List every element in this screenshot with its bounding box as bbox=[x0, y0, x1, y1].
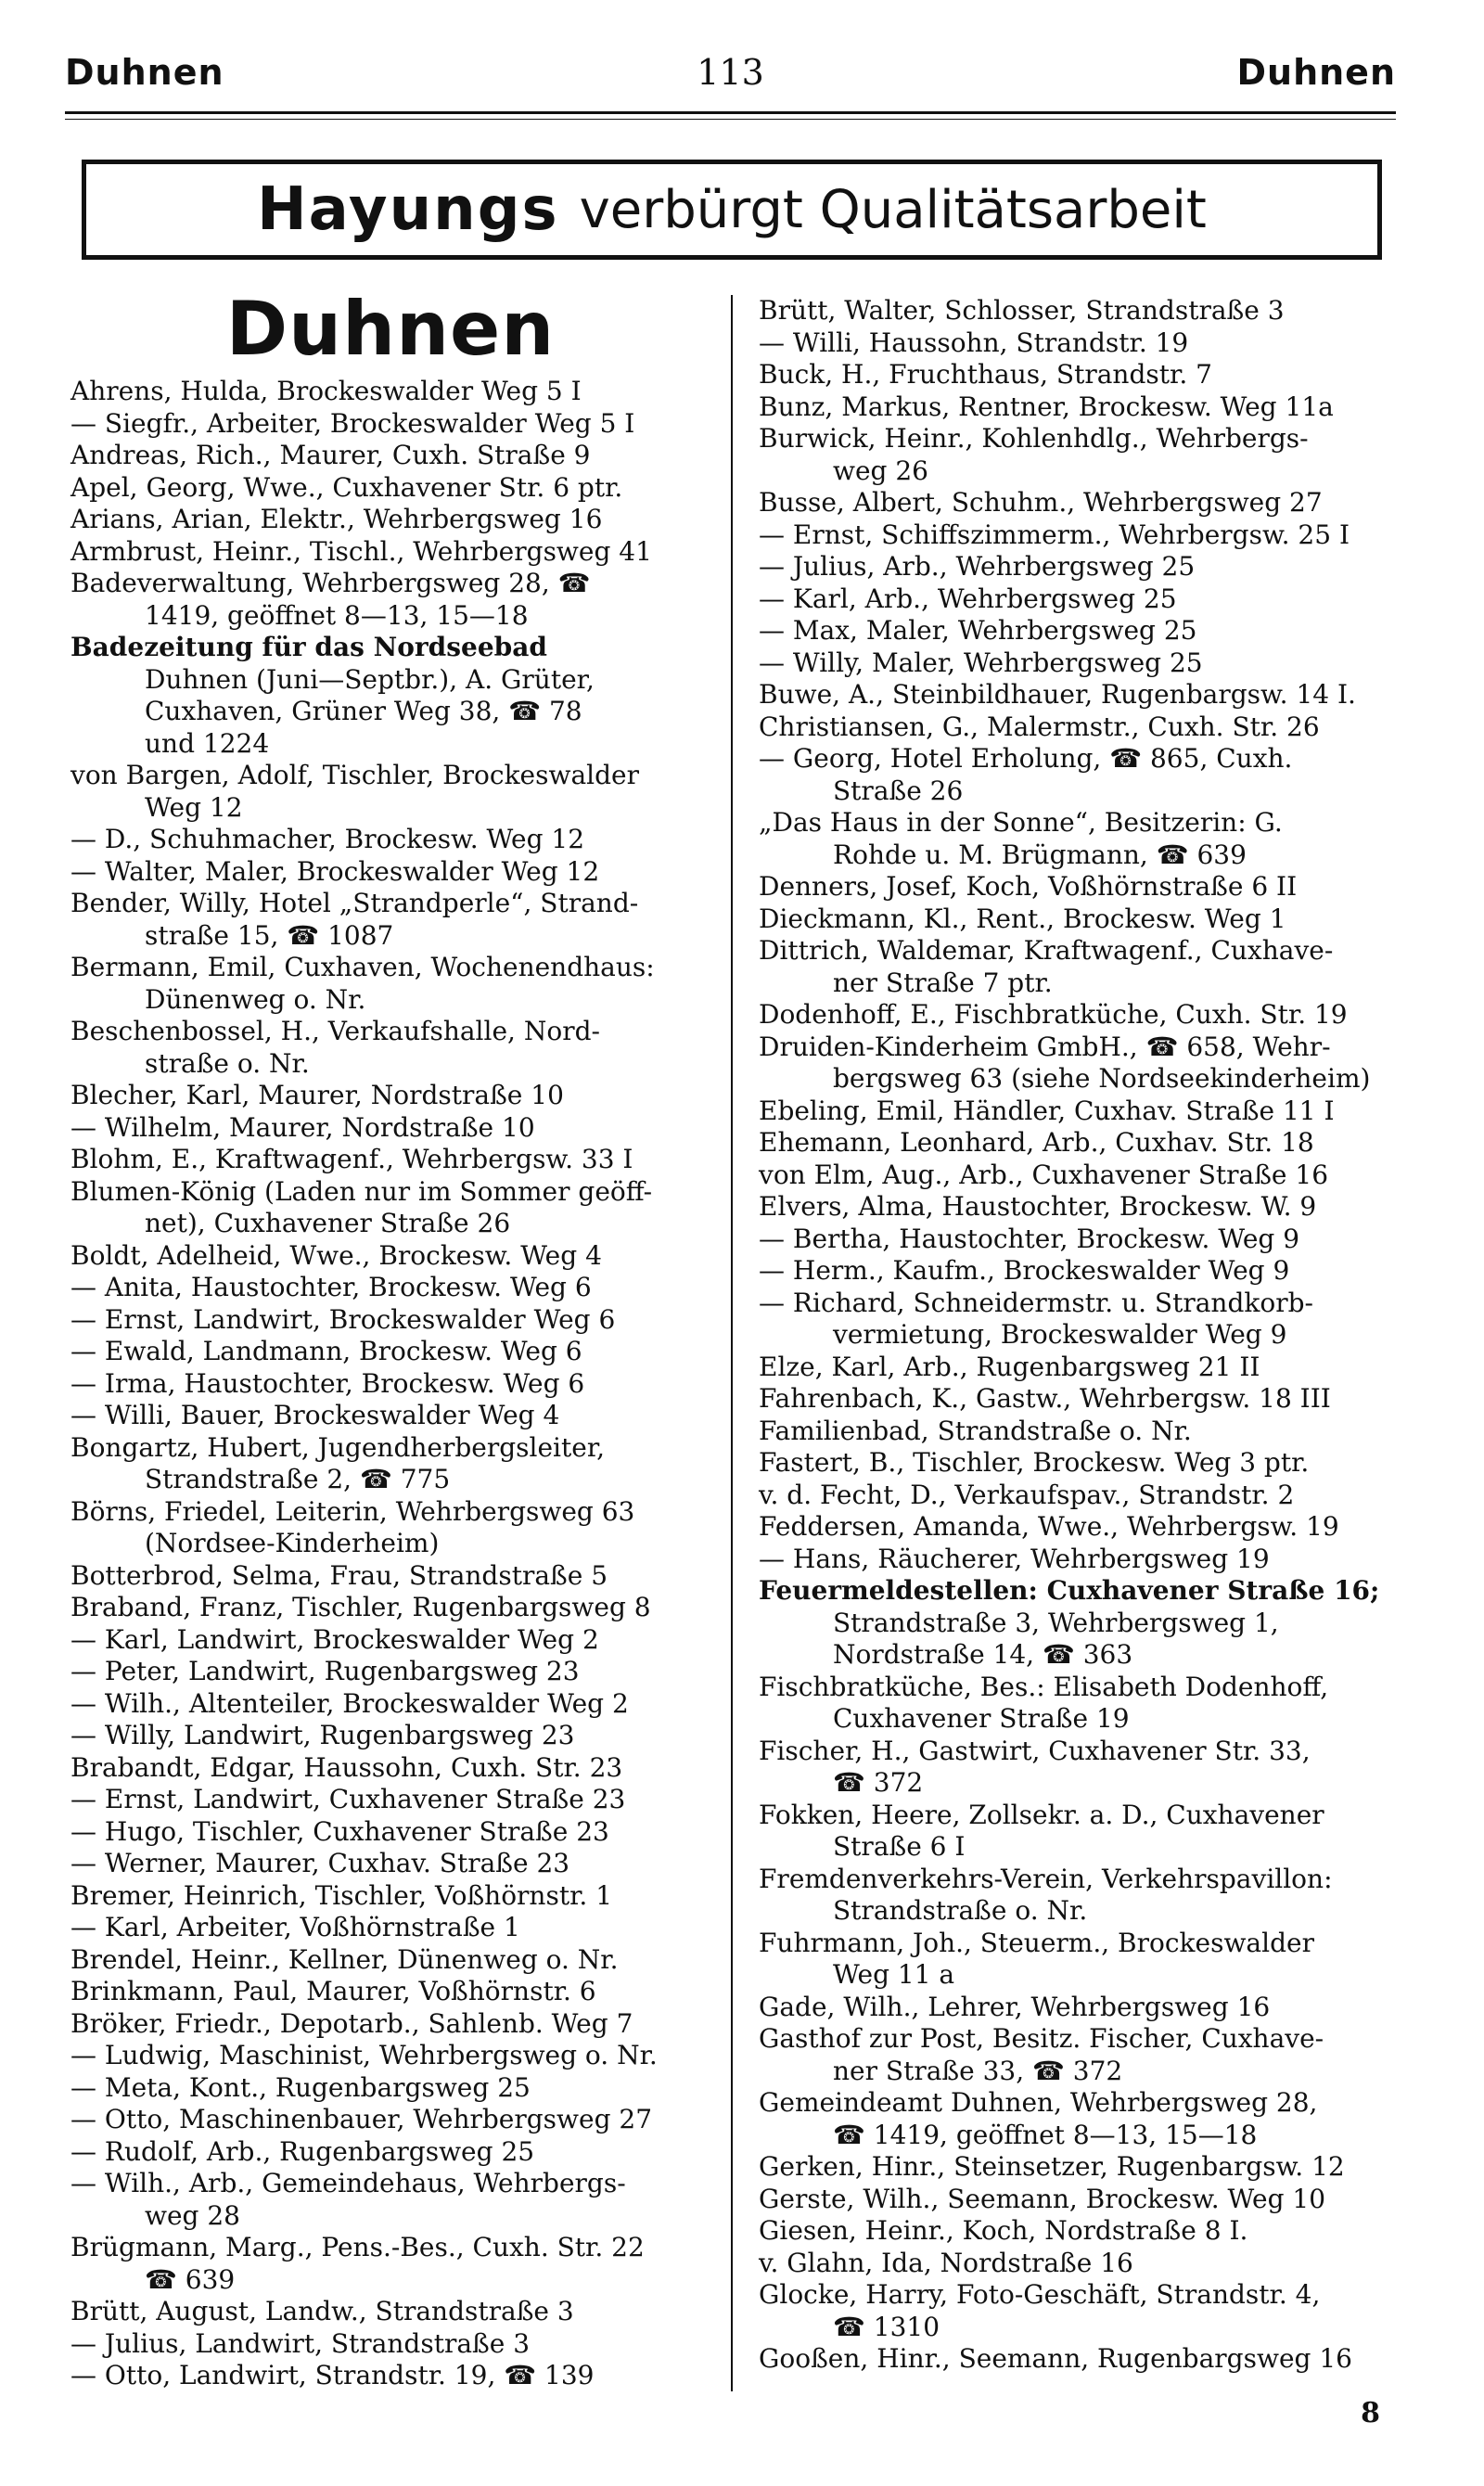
entry-line: Ehemann, Leonhard, Arb., Cuxhav. Str. 18 bbox=[759, 1127, 1314, 1158]
directory-entry bbox=[70, 1656, 710, 1688]
entry-line: Gade, Wilh., Lehrer, Wehrbergsweg 16 bbox=[759, 1991, 1271, 2022]
entry-line: Fahrenbach, K., Gastw., Wehrbergsw. 18 III bbox=[759, 1383, 1331, 1414]
entry-line: — Peter, Landwirt, Rugenbargsweg 23 bbox=[70, 1656, 580, 1686]
directory-entry bbox=[759, 2087, 1412, 2151]
entry-line: Brütt, Walter, Schlosser, Strandstraße 3 bbox=[759, 295, 1285, 326]
entry-line: — Willy, Maler, Wehrbergsweg 25 bbox=[759, 647, 1203, 678]
directory-entry bbox=[759, 2215, 1412, 2248]
signature-mark: 8 bbox=[1361, 2397, 1380, 2429]
entry-line: Beschenbossel, H., Verkaufshalle, Nord- bbox=[70, 1016, 600, 1046]
directory-entry bbox=[759, 2279, 1412, 2343]
directory-entry bbox=[70, 1496, 710, 1560]
entry-line: „Das Haus in der Sonne“, Besitzerin: G. bbox=[759, 807, 1283, 838]
entry-line: (Nordsee-Kinderheim) bbox=[145, 1528, 440, 1558]
directory-entry bbox=[759, 1127, 1412, 1160]
entry-line: ☎ 1310 bbox=[833, 2311, 940, 2342]
entry-line: v. d. Fecht, D., Verkaufspav., Strandstr. 2 bbox=[759, 1479, 1295, 1510]
entry-line: — Willi, Bauer, Brockeswalder Weg 4 bbox=[70, 1400, 560, 1430]
entry-line: Andreas, Rich., Maurer, Cuxh. Straße 9 bbox=[70, 440, 591, 470]
entry-line: Giesen, Heinr., Koch, Nordstraße 8 I. bbox=[759, 2215, 1248, 2246]
directory-entry bbox=[70, 1944, 710, 1977]
entry-line: Armbrust, Heinr., Tischl., Wehrbergsweg 41 bbox=[70, 535, 652, 567]
directory-entry bbox=[70, 1240, 710, 1273]
directory-entry bbox=[759, 903, 1412, 936]
directory-entry bbox=[759, 1352, 1412, 1384]
page-number: 113 bbox=[697, 52, 764, 93]
directory-entry bbox=[759, 2023, 1412, 2087]
directory-entry bbox=[70, 2104, 710, 2136]
entry-line: — Werner, Maurer, Cuxhav. Straße 23 bbox=[70, 1848, 570, 1878]
directory-entry bbox=[759, 1224, 1412, 1256]
advertisement-box bbox=[82, 160, 1382, 260]
entry-line: Busse, Albert, Schuhm., Wehrbergsweg 27 bbox=[759, 487, 1323, 518]
entry-line: bergsweg 63 (siehe Nordseekinderheim) bbox=[833, 1063, 1371, 1094]
entry-line: Elze, Karl, Arb., Rugenbargsweg 21 II bbox=[759, 1351, 1260, 1382]
entry-line: Börns, Friedel, Leiterin, Wehrbergsweg 63 bbox=[70, 1495, 635, 1527]
directory-entry bbox=[759, 1736, 1412, 1800]
directory-entry bbox=[70, 1560, 710, 1593]
entry-line: — Karl, Landwirt, Brockeswalder Weg 2 bbox=[70, 1623, 599, 1655]
entry-line: — Ludwig, Maschinist, Wehrbergsweg o. Nr. bbox=[70, 2040, 658, 2070]
entry-line: Strandstraße 2, ☎ 775 bbox=[145, 1464, 451, 1494]
directory-entry bbox=[70, 1144, 710, 1176]
directory-entry bbox=[70, 1592, 710, 1624]
directory-entry bbox=[759, 807, 1412, 871]
entry-line: Brabandt, Edgar, Haussohn, Cuxh. Str. 23 bbox=[70, 1751, 623, 1783]
entry-line: Blumen-König (Laden nur im Sommer geöff- bbox=[70, 1175, 653, 1207]
entry-line: Brendel, Heinr., Kellner, Dünenweg o. Nr. bbox=[70, 1943, 619, 1975]
directory-entry bbox=[70, 1176, 710, 1240]
directory-entry bbox=[70, 1816, 710, 1849]
entry-line: — Wilh., Arb., Gemeindehaus, Wehrbergs- bbox=[70, 2168, 626, 2198]
directory-entry bbox=[759, 615, 1412, 647]
entry-line: Elvers, Alma, Haustochter, Brockesw. W. 9 bbox=[759, 1191, 1317, 1222]
directory-entry bbox=[759, 1544, 1412, 1576]
directory-entry bbox=[70, 2360, 710, 2392]
entry-line: Arians, Arian, Elektr., Wehrbergsweg 16 bbox=[70, 504, 603, 534]
directory-entry bbox=[759, 423, 1412, 487]
entry-line: Apel, Georg, Wwe., Cuxhavener Str. 6 ptr. bbox=[70, 471, 623, 503]
directory-entry bbox=[70, 1784, 710, 1816]
directory-entry bbox=[70, 1336, 710, 1368]
entry-line: Gasthof zur Post, Besitz. Fischer, Cuxhave- bbox=[759, 2023, 1324, 2054]
entry-line: — Rudolf, Arb., Rugenbargsweg 25 bbox=[70, 2135, 535, 2167]
entry-line: Blecher, Karl, Maurer, Nordstraße 10 bbox=[70, 1080, 564, 1110]
directory-entry bbox=[759, 359, 1412, 391]
entry-line: — Walter, Maler, Brockeswalder Weg 12 bbox=[70, 855, 600, 887]
directory-entry bbox=[759, 1416, 1412, 1448]
entry-line: Bremer, Heinrich, Tischler, Voßhörnstr. 1 bbox=[70, 1879, 613, 1911]
entry-line: Boldt, Adelheid, Wwe., Brockesw. Weg 4 bbox=[70, 1239, 602, 1271]
entry-line: — Otto, Maschinenbauer, Wehrbergsweg 27 bbox=[70, 2104, 653, 2134]
entry-line: — Georg, Hotel Erholung, ☎ 865, Cuxh. bbox=[759, 743, 1293, 774]
entry-line: Rohde u. M. Brügmann, ☎ 639 bbox=[833, 839, 1247, 870]
directory-entry bbox=[759, 1160, 1412, 1192]
directory-entry bbox=[759, 1447, 1412, 1480]
directory-entry bbox=[70, 760, 710, 824]
directory-entry bbox=[759, 1992, 1412, 2024]
entry-line: Braband, Franz, Tischler, Rugenbargsweg 8 bbox=[70, 1592, 651, 1622]
entry-line: weg 26 bbox=[833, 455, 928, 486]
entry-line: straße o. Nr. bbox=[145, 1047, 310, 1079]
directory-entry bbox=[759, 1672, 1412, 1736]
entry-line: Brinkmann, Paul, Maurer, Voßhörnstr. 6 bbox=[70, 1976, 596, 2006]
directory-entry bbox=[759, 1480, 1412, 1512]
directory-entry bbox=[759, 295, 1412, 327]
entry-line: Fokken, Heere, Zollsekr. a. D., Cuxhavener bbox=[759, 1799, 1324, 1830]
directory-entry bbox=[759, 1191, 1412, 1224]
directory-entry bbox=[70, 856, 710, 889]
directory-entry bbox=[759, 2151, 1412, 2184]
directory-entry bbox=[70, 1080, 710, 1112]
entry-line: — Bertha, Haustochter, Brockesw. Weg 9 bbox=[759, 1223, 1300, 1254]
directory-entry bbox=[70, 2136, 710, 2169]
entry-line: — Otto, Landwirt, Strandstr. 19, ☎ 139 bbox=[70, 2360, 595, 2390]
entry-line: Fastert, B., Tischler, Brockesw. Weg 3 ptr. bbox=[759, 1447, 1310, 1478]
directory-entry bbox=[70, 1752, 710, 1785]
entry-line: von Bargen, Adolf, Tischler, Brockeswalder bbox=[70, 760, 639, 790]
entry-line: — Julius, Arb., Wehrbergsweg 25 bbox=[759, 551, 1196, 582]
entry-line: — Hans, Räucherer, Wehrbergsweg 19 bbox=[759, 1543, 1270, 1574]
directory-entry bbox=[70, 632, 710, 760]
entry-line: Bermann, Emil, Cuxhaven, Wochenendhaus: bbox=[70, 952, 655, 982]
entry-line: Dodenhoff, E., Fischbratküche, Cuxh. Str. 19 bbox=[759, 999, 1348, 1030]
entry-line: Ebeling, Emil, Händler, Cuxhav. Straße 11 I bbox=[759, 1095, 1335, 1126]
directory-entry bbox=[70, 1624, 710, 1657]
directory-entry bbox=[70, 536, 710, 569]
entry-line: net), Cuxhavener Straße 26 bbox=[145, 1208, 511, 1238]
entry-line: Dieckmann, Kl., Rent., Brockesw. Weg 1 bbox=[759, 903, 1286, 934]
entry-line: vermietung, Brockeswalder Weg 9 bbox=[833, 1319, 1287, 1350]
directory-entry bbox=[759, 1288, 1412, 1352]
entry-line: — Wilhelm, Maurer, Nordstraße 10 bbox=[70, 1111, 535, 1143]
directory-entry bbox=[759, 1511, 1412, 1544]
entry-line: — Ernst, Schiffszimmerm., Wehrbergsw. 25 I bbox=[759, 519, 1350, 550]
directory-entry bbox=[70, 1432, 710, 1496]
entry-line: — Irma, Haustochter, Brockesw. Weg 6 bbox=[70, 1367, 585, 1399]
directory-entry bbox=[70, 2296, 710, 2328]
entry-line: Cuxhaven, Grüner Weg 38, ☎ 78 bbox=[145, 696, 582, 726]
entry-line: Dittrich, Waldemar, Kraftwagenf., Cuxhave- bbox=[759, 935, 1334, 966]
entry-line: — Max, Maler, Wehrbergsweg 25 bbox=[759, 615, 1197, 646]
section-title: Duhnen bbox=[225, 286, 556, 372]
directory-entry bbox=[70, 1272, 710, 1304]
directory-entry bbox=[759, 487, 1412, 519]
entry-line: weg 28 bbox=[145, 2199, 240, 2231]
directory-entry bbox=[70, 2168, 710, 2232]
directory-entry bbox=[70, 824, 710, 856]
entry-line: — Ernst, Landwirt, Cuxhavener Straße 23 bbox=[70, 1784, 626, 1814]
entry-line: — Karl, Arbeiter, Voßhörnstraße 1 bbox=[70, 1912, 520, 1942]
entry-line: — Wilh., Altenteiler, Brockeswalder Weg 2 bbox=[70, 1687, 629, 1719]
entry-line: Brügmann, Marg., Pens.-Bes., Cuxh. Str. 22 bbox=[70, 2232, 645, 2262]
directory-entry bbox=[759, 583, 1412, 616]
directory-entry bbox=[759, 935, 1412, 999]
entry-line: Fremdenverkehrs-Verein, Verkehrspavillon: bbox=[759, 1863, 1333, 1894]
entry-line: ☎ 1419, geöffnet 8—13, 15—18 bbox=[833, 2119, 1258, 2150]
directory-entry bbox=[70, 440, 710, 472]
entry-line: Fischbratküche, Bes.: Elisabeth Dodenhoff, bbox=[759, 1671, 1329, 1702]
directory-entry bbox=[70, 1720, 710, 1752]
entry-line: Badezeitung für das Nordseebad bbox=[70, 632, 547, 662]
directory-entry bbox=[759, 711, 1412, 744]
entry-line: Ahrens, Hulda, Brockeswalder Weg 5 I bbox=[70, 376, 582, 406]
entry-line: ner Straße 33, ☎ 372 bbox=[833, 2055, 1123, 2086]
entry-line: Blohm, E., Kraftwagenf., Wehrbergsw. 33 I bbox=[70, 1144, 633, 1174]
entry-line: ☎ 639 bbox=[145, 2263, 236, 2295]
entry-line: Burwick, Heinr., Kohlenhdlg., Wehrbergs- bbox=[759, 423, 1309, 454]
entry-line: — Meta, Kont., Rugenbargsweg 25 bbox=[70, 2071, 531, 2103]
directory-entry bbox=[759, 1928, 1412, 1992]
entry-line: — Julius, Landwirt, Strandstraße 3 bbox=[70, 2327, 531, 2359]
entry-line: Buck, H., Fruchthaus, Strandstr. 7 bbox=[759, 359, 1212, 390]
entry-line: Feuermeldestellen: Cuxhavener Straße 16; bbox=[759, 1575, 1380, 1606]
directory-entry bbox=[70, 1400, 710, 1432]
entry-line: ☎ 372 bbox=[833, 1767, 924, 1798]
directory-entry bbox=[70, 2072, 710, 2105]
directory-entry bbox=[759, 999, 1412, 1032]
directory-entry bbox=[759, 391, 1412, 424]
entry-line: Denners, Josef, Koch, Voßhörnstraße 6 II bbox=[759, 871, 1298, 902]
entry-line: Strandstraße o. Nr. bbox=[833, 1895, 1088, 1926]
directory-entry bbox=[70, 1016, 710, 1080]
directory-entry bbox=[759, 1575, 1412, 1672]
entry-line: und 1224 bbox=[145, 727, 270, 759]
directory-entry bbox=[70, 1976, 710, 2008]
directory-entry bbox=[70, 1912, 710, 1944]
entry-line: Buwe, A., Steinbildhauer, Rugenbargsw. 14 I. bbox=[759, 679, 1356, 710]
ad-brand: Hayungs bbox=[257, 175, 559, 244]
header-rule-thin bbox=[65, 119, 1396, 120]
right-column bbox=[759, 295, 1412, 2376]
directory-entry bbox=[70, 568, 710, 632]
entry-line: Weg 12 bbox=[145, 791, 243, 823]
entry-line: Gooßen, Hinr., Seemann, Rugenbargsweg 16 bbox=[759, 2343, 1352, 2374]
directory-entry bbox=[759, 327, 1412, 360]
directory-entry bbox=[759, 551, 1412, 583]
directory-entry bbox=[759, 2248, 1412, 2280]
left-column bbox=[70, 286, 710, 2392]
directory-entry bbox=[70, 472, 710, 505]
entry-line: — Willy, Landwirt, Rugenbargsweg 23 bbox=[70, 1720, 575, 1750]
entry-line: Straße 26 bbox=[833, 775, 964, 806]
directory-entry bbox=[70, 1880, 710, 1913]
entry-line: von Elm, Aug., Arb., Cuxhavener Straße 16 bbox=[759, 1159, 1329, 1190]
column-divider bbox=[731, 295, 733, 2391]
directory-entry bbox=[70, 504, 710, 536]
directory-entry bbox=[70, 888, 710, 952]
entry-line: straße 15, ☎ 1087 bbox=[145, 919, 394, 951]
entry-line: Dünenweg o. Nr. bbox=[145, 983, 366, 1015]
directory-entry bbox=[759, 1383, 1412, 1416]
directory-entry bbox=[759, 2184, 1412, 2216]
directory-entry bbox=[70, 1304, 710, 1337]
entry-line: — Siegfr., Arbeiter, Brockeswalder Weg 5 I bbox=[70, 407, 635, 439]
entry-line: — Ewald, Landmann, Brockesw. Weg 6 bbox=[70, 1336, 582, 1366]
header-rule bbox=[65, 111, 1396, 114]
entry-line: Bunz, Markus, Rentner, Brockesw. Weg 11a bbox=[759, 391, 1334, 422]
directory-entry bbox=[759, 679, 1412, 711]
entry-line: — Anita, Haustochter, Brockesw. Weg 6 bbox=[70, 1272, 592, 1302]
entry-line: Weg 11 a bbox=[833, 1959, 955, 1990]
entry-line: Badeverwaltung, Wehrbergsweg 28, ☎ bbox=[70, 568, 591, 598]
entry-line: Druiden-Kinderheim GmbH., ☎ 658, Wehr- bbox=[759, 1031, 1331, 1062]
directory-entry bbox=[70, 1112, 710, 1145]
entry-line: Fuhrmann, Joh., Steuerm., Brockeswalder bbox=[759, 1927, 1314, 1958]
entry-line: — Richard, Schneidermstr. u. Strandkorb- bbox=[759, 1287, 1313, 1318]
ad-text: verbürgt Qualitätsarbeit bbox=[579, 179, 1207, 240]
directory-entry bbox=[759, 871, 1412, 903]
entry-line: — Karl, Arb., Wehrbergsweg 25 bbox=[759, 583, 1177, 614]
entry-line: Feddersen, Amanda, Wwe., Wehrbergsw. 19 bbox=[759, 1511, 1339, 1542]
directory-entry bbox=[759, 1800, 1412, 1864]
directory-entry bbox=[759, 1096, 1412, 1128]
entry-line: Gemeindeamt Duhnen, Wehrbergsweg 28, bbox=[759, 2087, 1318, 2118]
directory-entry bbox=[70, 1688, 710, 1721]
header-right: Duhnen bbox=[1236, 52, 1396, 93]
entry-line: Gerste, Wilh., Seemann, Brockesw. Weg 10 bbox=[759, 2183, 1326, 2214]
directory-entry bbox=[759, 519, 1412, 552]
directory-entry bbox=[70, 376, 710, 408]
directory-entry bbox=[70, 1848, 710, 1880]
directory-entry bbox=[759, 1864, 1412, 1928]
entry-line: — D., Schuhmacher, Brockesw. Weg 12 bbox=[70, 824, 585, 854]
entry-line: Botterbrod, Selma, Frau, Strandstraße 5 bbox=[70, 1559, 608, 1591]
directory-entry bbox=[70, 952, 710, 1016]
entry-line: — Willi, Haussohn, Strandstr. 19 bbox=[759, 327, 1189, 358]
entry-line: Fischer, H., Gastwirt, Cuxhavener Str. 33, bbox=[759, 1735, 1311, 1766]
entry-line: Straße 6 I bbox=[833, 1831, 966, 1862]
directory-entry bbox=[759, 1032, 1412, 1096]
entry-line: Duhnen (Juni—Septbr.), A. Grüter, bbox=[145, 663, 595, 695]
entry-line: — Hugo, Tischler, Cuxhavener Straße 23 bbox=[70, 1815, 609, 1847]
entry-line: Familienbad, Strandstraße o. Nr. bbox=[759, 1415, 1192, 1446]
entry-line: — Ernst, Landwirt, Brockeswalder Weg 6 bbox=[70, 1303, 616, 1335]
entry-line: Brütt, August, Landw., Strandstraße 3 bbox=[70, 2296, 574, 2326]
entry-line: ner Straße 7 ptr. bbox=[833, 967, 1053, 998]
directory-entry bbox=[70, 408, 710, 441]
entry-line: Cuxhavener Straße 19 bbox=[833, 1703, 1130, 1734]
directory-entry bbox=[70, 1368, 710, 1401]
directory-entry bbox=[70, 2328, 710, 2361]
directory-entry bbox=[759, 647, 1412, 680]
entry-line: Christiansen, G., Malermstr., Cuxh. Str. 26 bbox=[759, 711, 1320, 742]
entry-line: Nordstraße 14, ☎ 363 bbox=[833, 1639, 1133, 1670]
directory-entry bbox=[759, 1255, 1412, 1288]
entry-line: — Herm., Kaufm., Brockeswalder Weg 9 bbox=[759, 1255, 1290, 1286]
entry-line: 1419, geöffnet 8—13, 15—18 bbox=[145, 599, 529, 631]
directory-entry bbox=[759, 743, 1412, 807]
entry-line: Glocke, Harry, Foto-Geschäft, Strandstr. 4, bbox=[759, 2279, 1321, 2310]
directory-entry bbox=[70, 2232, 710, 2296]
running-header bbox=[65, 52, 1396, 98]
directory-entry bbox=[759, 2343, 1412, 2376]
directory-entry bbox=[70, 2008, 710, 2041]
entry-line: Bender, Willy, Hotel „Strandperle“, Strand- bbox=[70, 888, 639, 918]
entry-line: v. Glahn, Ida, Nordstraße 16 bbox=[759, 2247, 1133, 2278]
entry-line: Strandstraße 3, Wehrbergsweg 1, bbox=[833, 1607, 1279, 1638]
header-left: Duhnen bbox=[65, 52, 224, 93]
entry-line: Bröker, Friedr., Depotarb., Sahlenb. Weg 7 bbox=[70, 2007, 633, 2039]
entry-line: Bongartz, Hubert, Jugendherbergsleiter, bbox=[70, 1431, 606, 1463]
entry-line: Gerken, Hinr., Steinsetzer, Rugenbargsw. 12 bbox=[759, 2151, 1345, 2182]
directory-entry bbox=[70, 2040, 710, 2072]
